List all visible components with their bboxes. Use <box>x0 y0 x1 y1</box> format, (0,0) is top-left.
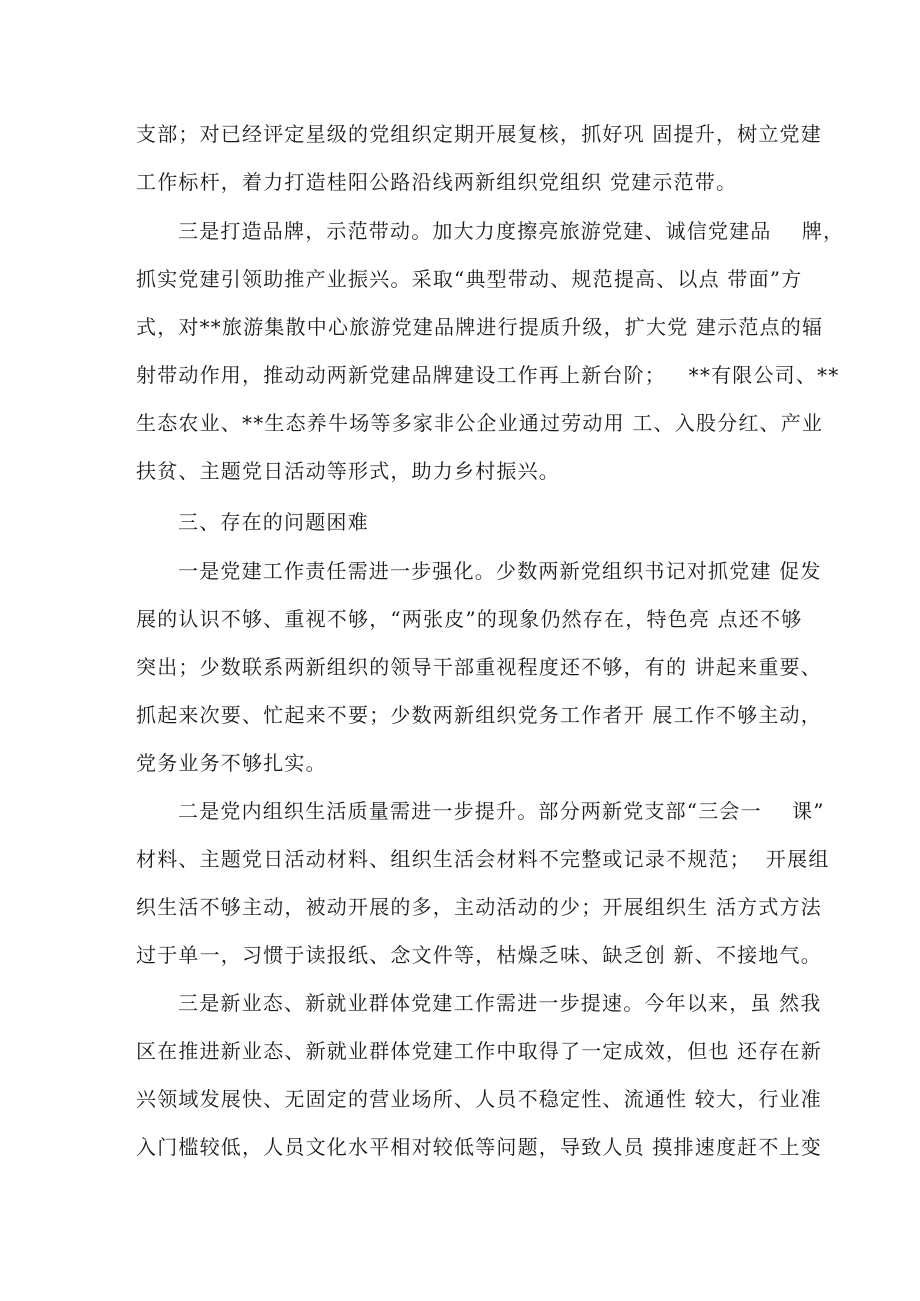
paragraph-2-line-1: 二是党内组织生活质量需进一步提升。部分两新党支部“三会一 课” <box>178 799 825 823</box>
text-line-1: 支部；对已经评定星级的党组织定期开展复核，抓好巩 固提升，树立党建 <box>136 122 822 146</box>
text-line-20: 区在推进新业态、新就业群体党建工作中取得了一定成效，但也 还存在新 <box>136 1039 822 1063</box>
paragraph-1-line-1: 一是党建工作责任需进一步强化。少数两新党组织书记对抓党建 促发 <box>178 559 822 583</box>
text-line-16: 材料、主题党日活动材料、组织生活会材料不完整或记录不规范； 开展组 <box>136 847 830 871</box>
text-line-11: 展的认识不够、重视不够，“两张皮”的现象仍然存在，特色亮 点还不够 <box>136 607 803 631</box>
text-line-6: 射带动作用，推动动两新党建品牌建设工作再上新台阶； **有限公司、** <box>136 363 840 387</box>
section-heading: 三、存在的问题困难 <box>178 510 369 534</box>
text-line-2: 工作标杆，着力打造桂阳公路沿线两新组织党组织 党建示范带。 <box>136 170 738 194</box>
paragraph-3-line-1: 三是打造品牌，示范带动。加大力度擦亮旅游党建、诚信党建品 牌， <box>178 219 845 243</box>
text-line-14: 党务业务不够扎实。 <box>136 751 327 775</box>
text-line-18: 过于单一，习惯于读报纸、念文件等，枯燥乏味、缺乏创 新、不接地气。 <box>136 943 822 967</box>
text-line-12: 突出；少数联系两新组织的领导干部重视程度还不够，有的 讲起来重要、 <box>136 655 822 679</box>
text-line-8: 扶贫、主题党日活动等形式，助力乡村振兴。 <box>136 459 560 483</box>
text-line-5: 式，对**旅游集散中心旅游党建品牌进行提质升级，扩大党 建示范点的辐 <box>136 315 824 339</box>
text-line-7: 生态农业、**生态养牛场等多家非公企业通过劳动用 工、入股分红、产业 <box>136 411 824 435</box>
text-line-13: 抓起来次要、忙起来不要；少数两新组织党务工作者开 展工作不够主动， <box>136 703 822 727</box>
text-line-21: 兴领域发展快、无固定的营业场所、人员不稳定性、流通性 较大，行业准 <box>136 1087 822 1111</box>
text-line-17: 织生活不够主动，被动开展的多，主动活动的少；开展组织生 活方式方法 <box>136 895 822 919</box>
paragraph-4-line-1: 三是新业态、新就业群体党建工作需进一步提速。今年以来，虽 然我 <box>178 991 822 1015</box>
text-line-22: 入门槛较低，人员文化水平相对较低等问题，导致人员 摸排速度赶不上变 <box>136 1135 822 1159</box>
text-line-4: 抓实党建引领助推产业振兴。采取“典型带动、规范提高、以点 带面”方 <box>136 267 803 291</box>
